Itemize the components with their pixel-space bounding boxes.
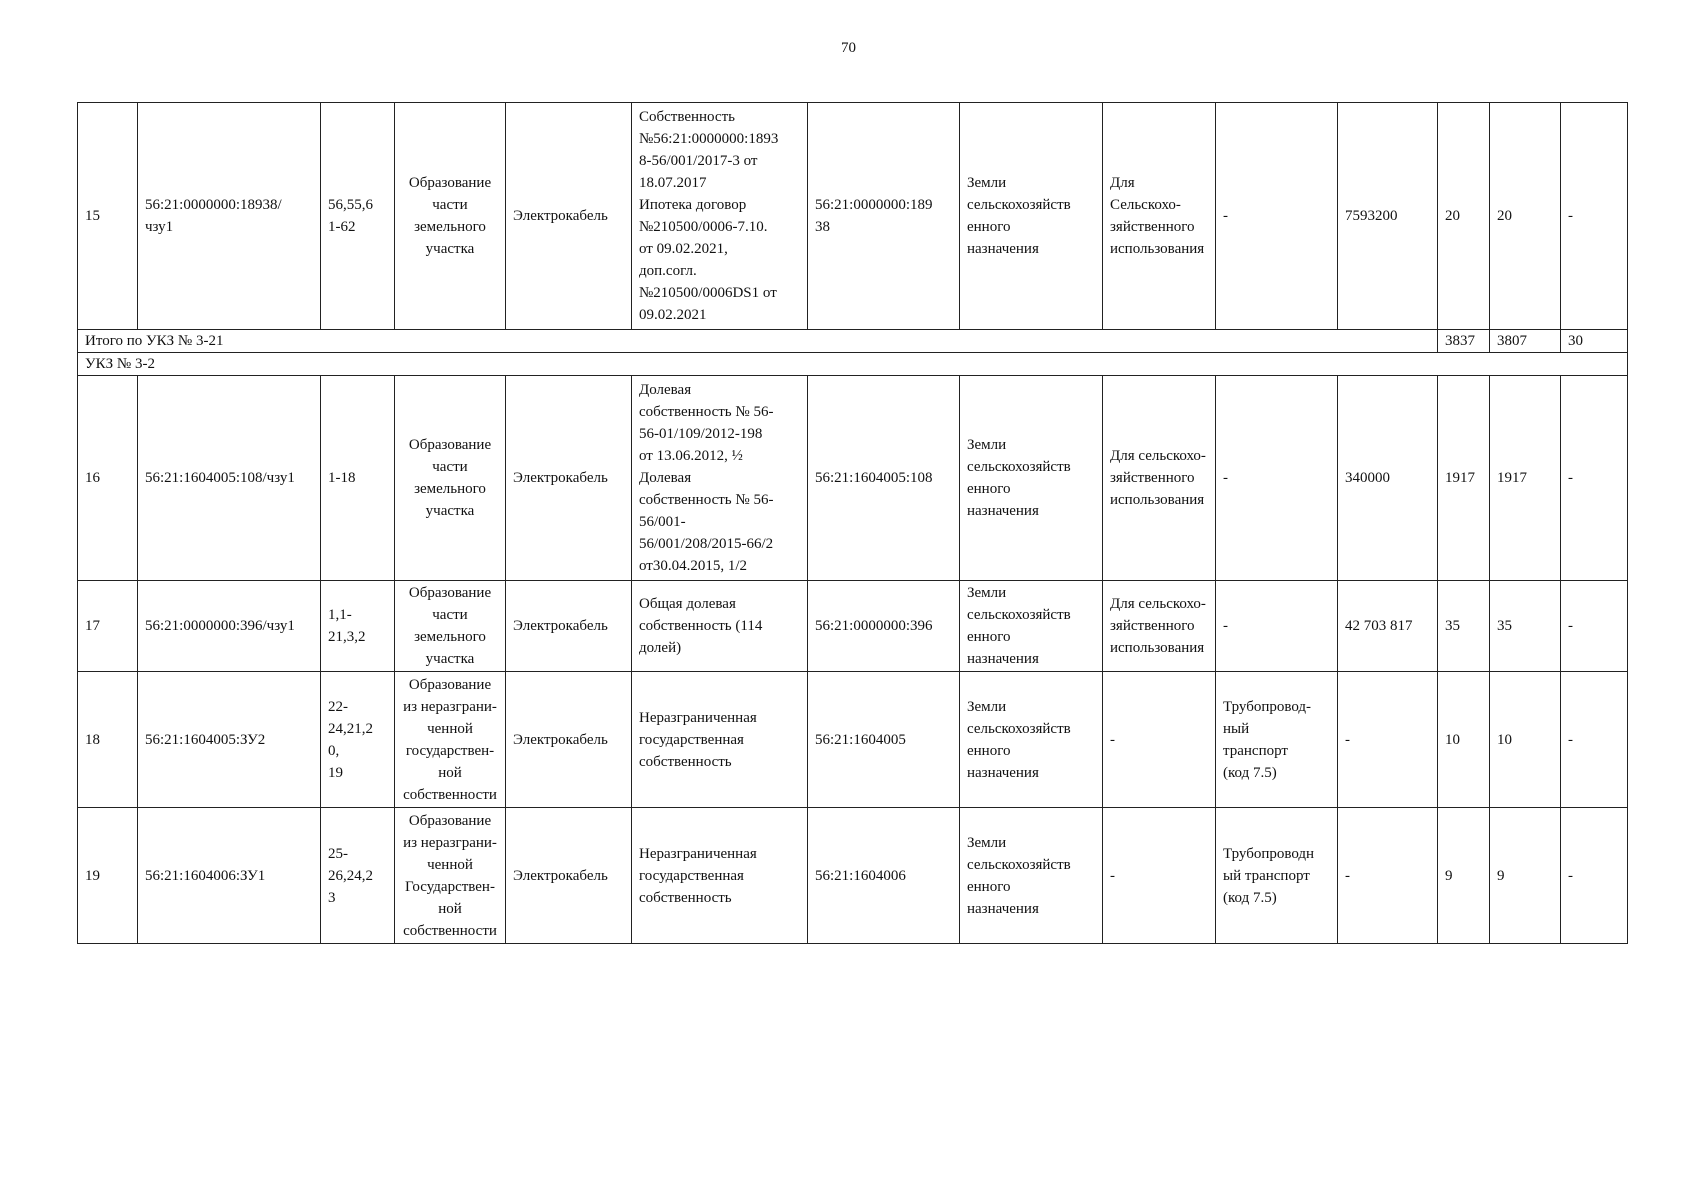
parent-cadastral-number: 56:21:1604005:108: [808, 376, 960, 581]
land-plots-table: [77, 102, 1628, 944]
cadastral-value: 7593200: [1338, 103, 1438, 330]
use-type: Для сельскохо- зяйственного использования: [1103, 581, 1216, 672]
cadastral-value: -: [1338, 808, 1438, 944]
permitted-use: Трубопровод- ный транспорт (код 7.5): [1216, 672, 1338, 808]
formation-method: Образование из неразграни- ченной государствен- ной собственности: [395, 672, 506, 808]
use-type: -: [1103, 808, 1216, 944]
formation-method: Образование части земельного участка: [395, 103, 506, 330]
point-numbers: 1-18: [321, 376, 395, 581]
cadastral-number: 56:21:1604005:ЗУ2: [138, 672, 321, 808]
point-numbers: 56,55,6 1-62: [321, 103, 395, 330]
purpose: Электрокабель: [506, 376, 632, 581]
cadastral-value: 42 703 817: [1338, 581, 1438, 672]
land-category: Земли сельскохозяйств енного назначения: [960, 103, 1103, 330]
group-header: УКЗ № 3-2: [78, 353, 1628, 376]
area-part: 20: [1490, 103, 1561, 330]
parent-cadastral-number: 56:21:1604005: [808, 672, 960, 808]
area-part: 10: [1490, 672, 1561, 808]
area-total: 20: [1438, 103, 1490, 330]
cadastral-number: 56:21:0000000:18938/ чзу1: [138, 103, 321, 330]
page-number: 70: [841, 40, 856, 56]
cadastral-number: 56:21:1604005:108/чзу1: [138, 376, 321, 581]
cadastral-number: 56:21:0000000:396/чзу1: [138, 581, 321, 672]
area-total: 10: [1438, 672, 1490, 808]
summary-area-total: 3837: [1438, 330, 1490, 353]
area-part: 35: [1490, 581, 1561, 672]
purpose: Электрокабель: [506, 808, 632, 944]
row-number: 16: [78, 376, 138, 581]
rights: Собственность №56:21:0000000:1893 8-56/001/2017-3 от 18.07.2017 Ипотека договор №210500/0006-7.10. от 09.02.2021, доп.согл. №210500/0006DS1 от 09.02.2021: [632, 103, 808, 330]
purpose: Электрокабель: [506, 103, 632, 330]
extra-value: -: [1561, 103, 1628, 330]
permitted-use: -: [1216, 103, 1338, 330]
use-type: Для сельскохо- зяйственного использования: [1103, 376, 1216, 581]
permitted-use: -: [1216, 581, 1338, 672]
purpose: Электрокабель: [506, 581, 632, 672]
formation-method: Образование части земельного участка: [395, 581, 506, 672]
table-row: [78, 672, 1628, 808]
summary-area-part: 3807: [1490, 330, 1561, 353]
use-type: -: [1103, 672, 1216, 808]
area-part: 9: [1490, 808, 1561, 944]
point-numbers: 1,1- 21,3,2: [321, 581, 395, 672]
summary-label: Итого по УКЗ № 3-21: [78, 330, 1438, 353]
permitted-use: Трубопроводн ый транспорт (код 7.5): [1216, 808, 1338, 944]
row-number: 15: [78, 103, 138, 330]
table-row: [78, 103, 1628, 330]
summary-extra: 30: [1561, 330, 1628, 353]
land-category: Земли сельскохозяйств енного назначения: [960, 672, 1103, 808]
table-row: [78, 581, 1628, 672]
cadastral-number: 56:21:1604006:ЗУ1: [138, 808, 321, 944]
table-row: [78, 376, 1628, 581]
extra-value: -: [1561, 581, 1628, 672]
parent-cadastral-number: 56:21:0000000:396: [808, 581, 960, 672]
summary-row: [78, 330, 1628, 353]
area-total: 9: [1438, 808, 1490, 944]
use-type: Для Сельскохо- зяйственного использования: [1103, 103, 1216, 330]
extra-value: -: [1561, 376, 1628, 581]
point-numbers: 22- 24,21,2 0, 19: [321, 672, 395, 808]
formation-method: Образование из неразграни- ченной Государствен- ной собственности: [395, 808, 506, 944]
land-category: Земли сельскохозяйств енного назначения: [960, 376, 1103, 581]
rights: Неразграниченная государственная собственность: [632, 672, 808, 808]
rights: Неразграниченная государственная собственность: [632, 808, 808, 944]
area-total: 35: [1438, 581, 1490, 672]
area-part: 1917: [1490, 376, 1561, 581]
group-header-row: [78, 353, 1628, 376]
area-total: 1917: [1438, 376, 1490, 581]
row-number: 18: [78, 672, 138, 808]
row-number: 19: [78, 808, 138, 944]
rights: Долевая собственность № 56- 56-01/109/2012-198 от 13.06.2012, ½ Долевая собственность № 56- 56/001- 56/001/208/2015-66/2 от30.04.2015, 1/2: [632, 376, 808, 581]
rights: Общая долевая собственность (114 долей): [632, 581, 808, 672]
formation-method: Образование части земельного участка: [395, 376, 506, 581]
row-number: 17: [78, 581, 138, 672]
parent-cadastral-number: 56:21:0000000:189 38: [808, 103, 960, 330]
land-category: Земли сельскохозяйств енного назначения: [960, 808, 1103, 944]
table-row: [78, 808, 1628, 944]
point-numbers: 25- 26,24,2 3: [321, 808, 395, 944]
parent-cadastral-number: 56:21:1604006: [808, 808, 960, 944]
purpose: Электрокабель: [506, 672, 632, 808]
land-category: Земли сельскохозяйств енного назначения: [960, 581, 1103, 672]
extra-value: -: [1561, 672, 1628, 808]
extra-value: -: [1561, 808, 1628, 944]
cadastral-value: 340000: [1338, 376, 1438, 581]
cadastral-value: -: [1338, 672, 1438, 808]
permitted-use: -: [1216, 376, 1338, 581]
